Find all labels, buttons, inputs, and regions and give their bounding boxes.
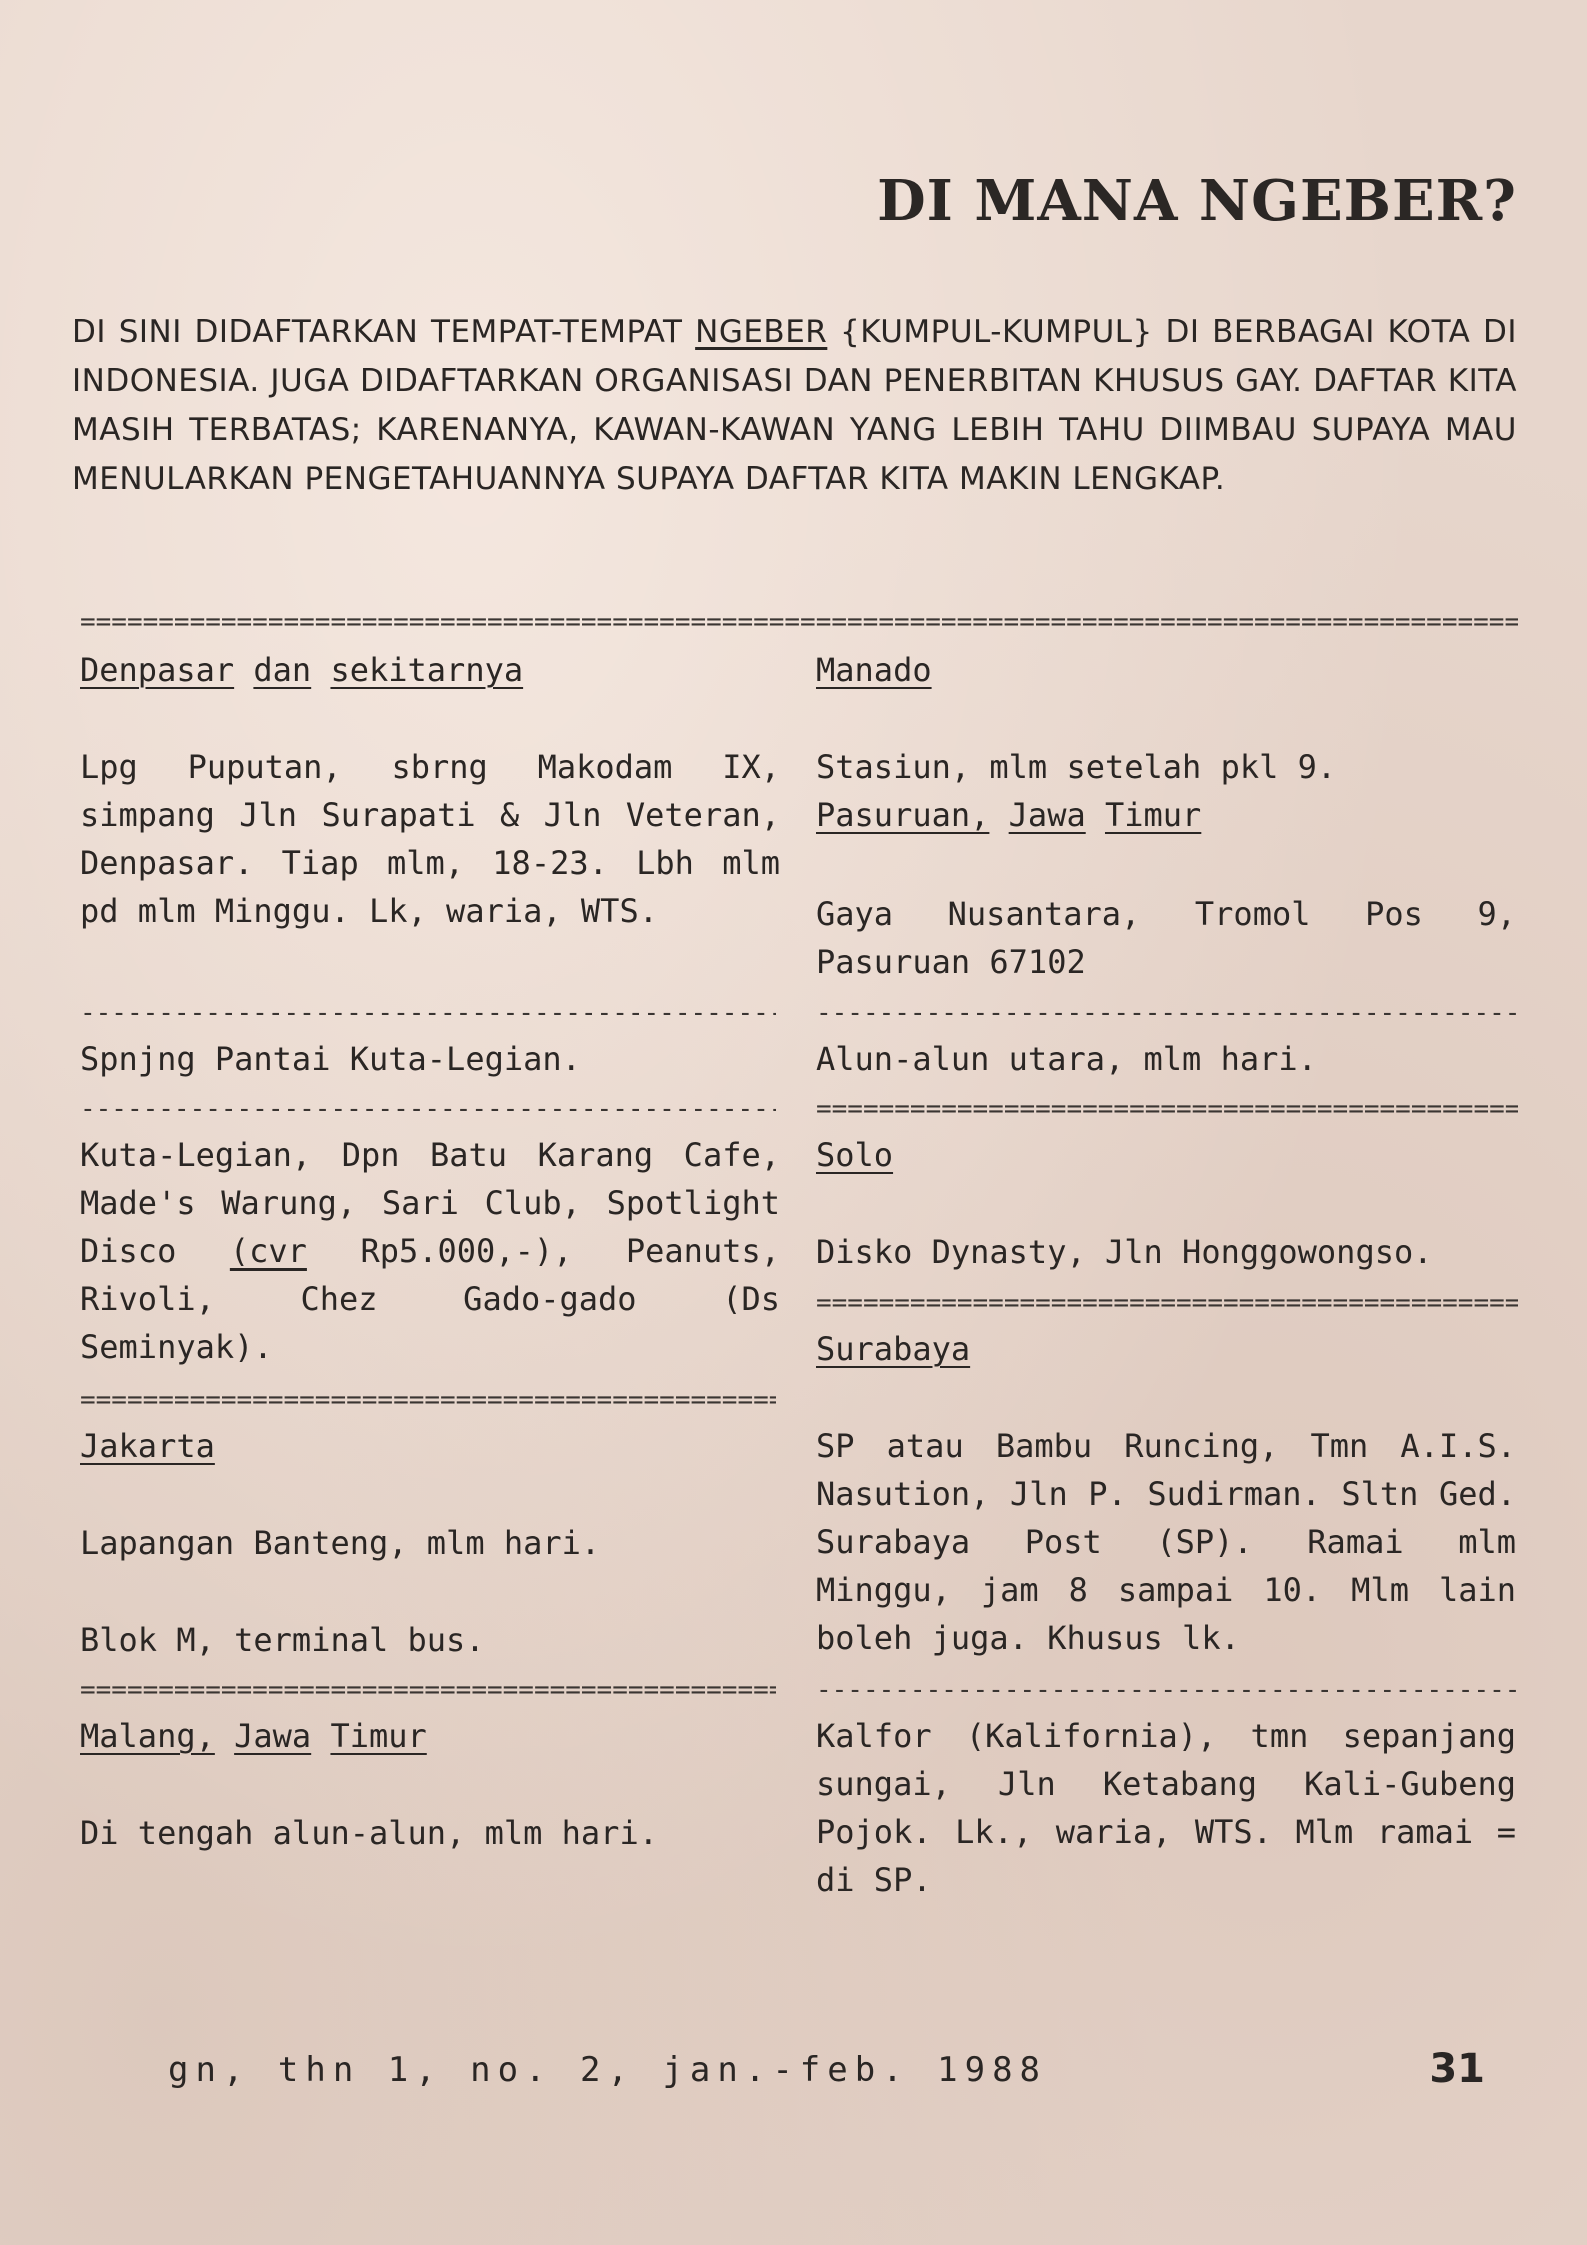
heading-jakarta (80, 1426, 215, 1466)
entry-denpasar-kuta-legian (80, 1131, 780, 1371)
entry-denpasar-puputan: Lpg Puputan, sbrng Makodam IX, simpang Jln Surapati & Jln Veteran, Denpasar. Tiap mlm, 18-23. Lbh mlm pd mlm Minggu. Lk, waria, WTS. (80, 748, 780, 930)
heading-manado (816, 650, 932, 690)
heading-denpasar-word-2: dan (253, 651, 312, 689)
heading-solo-text: Solo (816, 1136, 894, 1174)
heading-solo (816, 1135, 893, 1175)
heading-denpasar-word-3: sekitarnya (330, 651, 524, 689)
divider-denpasar-2 (80, 1099, 776, 1121)
entry-denpasar-kuta-beach: Spnjng Pantai Kuta-Legian. (80, 1040, 581, 1078)
divider-surabaya (816, 1293, 1518, 1315)
divider-denpasar-1 (80, 1003, 776, 1025)
page-title: DI MANA NGEBER? (877, 168, 1517, 234)
divider-pasuruan (816, 1003, 1518, 1025)
entry-surabaya-bambu-runcing: SP atau Bambu Runcing, Tmn A.I.S. Nasution, Jln P. Sudirman. Sltn Ged. Surabaya Post (SP). Ramai mlm Minggu, jam 8 sampai 10. Mlm lain boleh juga. Khusus lk. (816, 1427, 1516, 1657)
page-number: 31 (1429, 2046, 1485, 2092)
entry-pasuruan-gaya-nusantara: Gaya Nusantara, Tromol Pos 9, Pasuruan 67102 (816, 895, 1516, 981)
heading-surabaya (816, 1329, 970, 1369)
entry-surabaya-kalfor: Kalfor (Kalifornia), tmn sepanjang sungai, Jln Ketabang Kali-Gubeng Pojok. Lk., waria, WTS. Mlm ramai = di SP. (816, 1717, 1516, 1899)
entry-denpasar-kuta-legian-cvr: (cvr (229, 1232, 307, 1270)
entry-denpasar-kuta-legian-1: Kuta-Legian, Dpn Batu Karang Cafe, Made's Warung, Sari Club, Spotlight Disco (80, 1136, 780, 1270)
divider-jakarta (80, 1390, 776, 1412)
divider-solo (816, 1099, 1518, 1121)
heading-pasuruan-word-2: Jawa (1008, 796, 1086, 834)
heading-malang-word-1: Malang, (80, 1717, 215, 1755)
entry-jakarta-blok-m: Blok M, terminal bus. (80, 1621, 485, 1659)
entry-manado-stasiun: Stasiun, mlm setelah pkl 9. (816, 748, 1337, 786)
intro-ngeber: NGEBER (695, 314, 828, 350)
divider-surabaya-2 (816, 1680, 1518, 1702)
issue-footer: gn, thn 1, no. 2, jan.-feb. 1988 (168, 2050, 1048, 2090)
entry-malang-alun-alun: Di tengah alun-alun, mlm hari. (80, 1814, 658, 1852)
entry-pasuruan-alun-alun: Alun-alun utara, mlm hari. (816, 1040, 1317, 1078)
heading-denpasar (80, 650, 523, 690)
heading-malang-word-3: Timur (330, 1717, 427, 1755)
top-divider (80, 612, 1518, 634)
heading-malang (80, 1716, 427, 1756)
entry-jakarta-lapangan-banteng: Lapangan Banteng, mlm hari. (80, 1524, 601, 1562)
heading-surabaya-text: Surabaya (816, 1330, 971, 1368)
heading-malang-word-2: Jawa (234, 1717, 312, 1755)
heading-pasuruan (816, 795, 1201, 835)
divider-malang (80, 1680, 776, 1702)
heading-jakarta-text: Jakarta (80, 1427, 215, 1465)
intro-text-2: {KUMPUL-KUMPUL} DI BERBAGAI KOTA DI INDONESIA. JUGA DIDAFTARKAN ORGANISASI DAN PENERBITAN KHUSUS GAY. DAFTAR KITA MASIH TERBATAS; KARENANYA, KAWAN-KAWAN YANG LEBIH TAHU DIIMBAU SUPAYA MAU MENULARKAN PENGETAHUANNYA SUPAYA DAFTAR KITA MAKIN LENGKAP. (72, 314, 1517, 497)
intro-text-1: DI SINI DIDAFTARKAN TEMPAT-TEMPAT (72, 314, 696, 350)
heading-manado-text: Manado (816, 651, 932, 689)
heading-pasuruan-word-3: Timur (1104, 796, 1202, 834)
heading-denpasar-word-1: Denpasar (80, 651, 235, 689)
entry-denpasar-kuta-legian-2: Rp5.000,-), Peanuts, Rivoli, Chez Gado-gado (Ds Seminyak). (80, 1232, 781, 1366)
heading-pasuruan-word-1: Pasuruan, (816, 796, 990, 834)
intro-paragraph (72, 308, 1517, 504)
entry-solo-disko-dynasty: Disko Dynasty, Jln Honggowongso. (816, 1233, 1433, 1271)
